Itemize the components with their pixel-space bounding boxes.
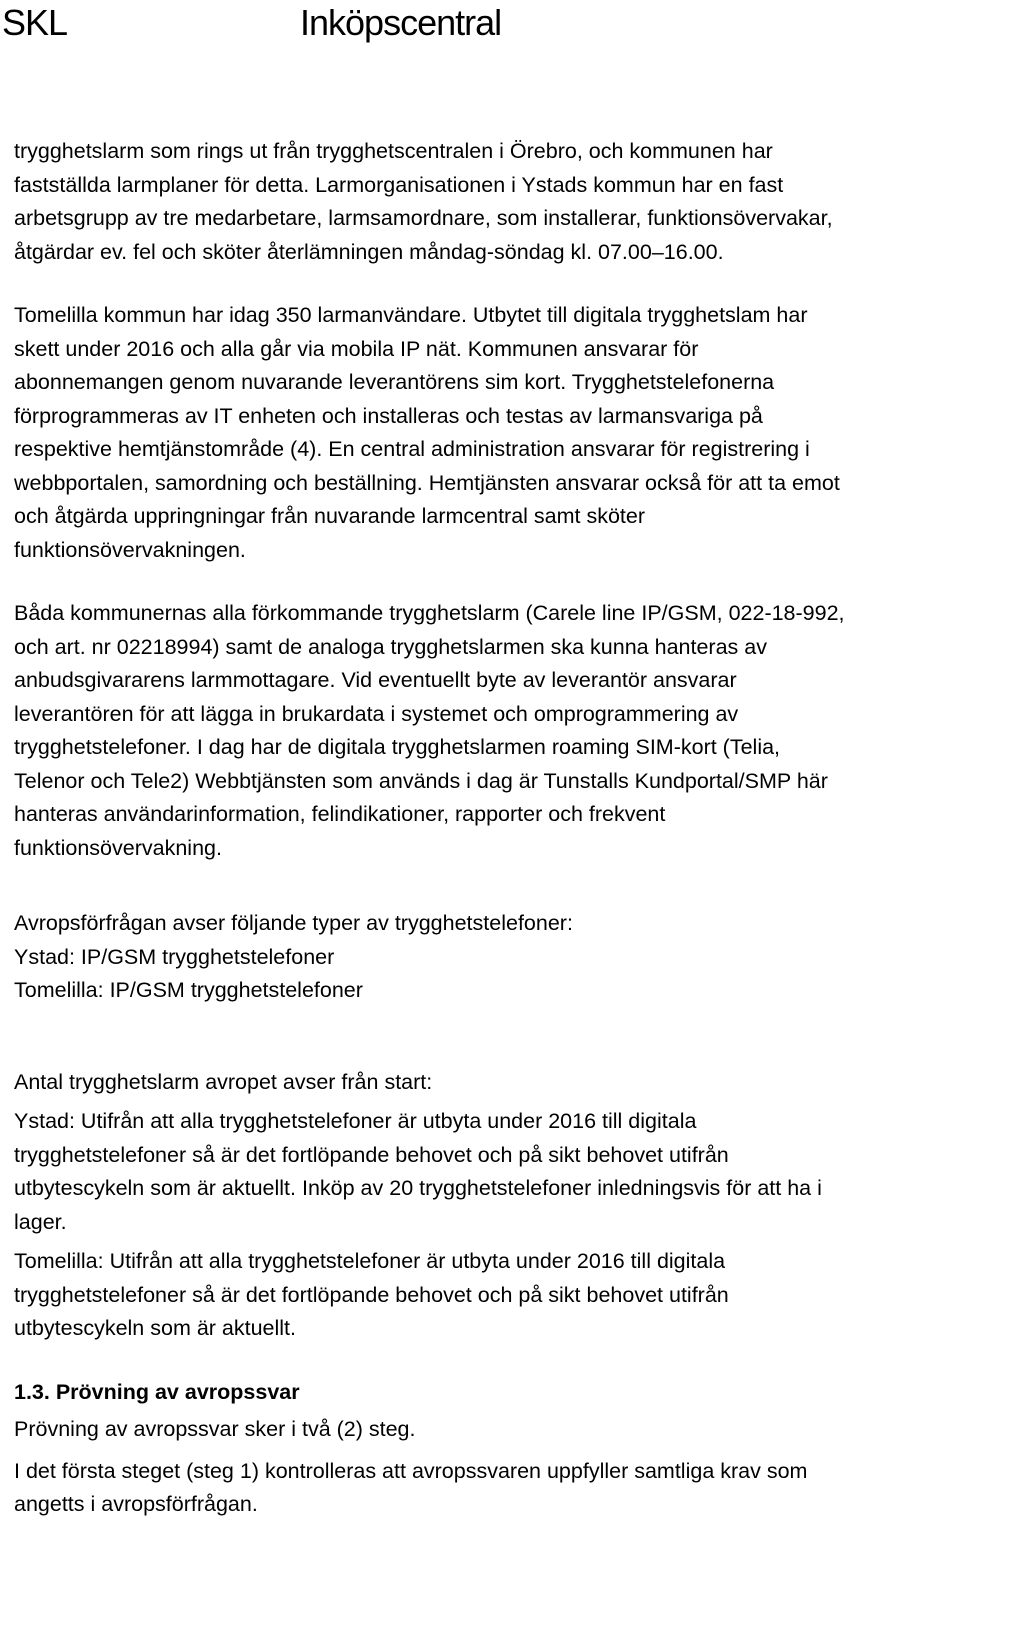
text-line: Ystad: Utifrån att alla trygghetstelefoner är utbyta under 2016 till digitala <box>14 1109 697 1133</box>
text-line: skett under 2016 och alla går via mobila IP nät. Kommunen ansvarar för <box>14 336 699 361</box>
alarm-count-ystad <box>14 1105 1019 1239</box>
paragraph-both-municipalities <box>14 597 1019 865</box>
text-line: åtgärdar ev. fel och sköter återlämningen måndag-söndag kl. 07.00–16.00. <box>14 239 724 264</box>
text-line: I det första steget (steg 1) kontrolleras att avropssvaren uppfyller samtliga krav som <box>14 1458 808 1483</box>
section-paragraph <box>14 1455 1019 1522</box>
text-line: trygghetslarm som rings ut från trygghetscentralen i Örebro, och kommunen har <box>14 139 773 163</box>
text-line: trygghetstelefoner så är det fortlöpande behovet och på sikt behovet utifrån <box>14 1142 729 1167</box>
section-heading: 1.3. Prövning av avropssvar <box>14 1379 300 1404</box>
text-line: och åtgärda uppringningar från nuvarande larmcentral samt sköter <box>14 504 646 528</box>
paragraph-ystad-organisation <box>14 135 1019 269</box>
text-line: hanteras användarinformation, felindikationer, rapporter och frekvent <box>14 802 666 826</box>
section-line: Prövning av avropssvar sker i två (2) steg. <box>14 1417 416 1441</box>
phone-types-ystad: Ystad: IP/GSM trygghetstelefoner <box>14 944 335 969</box>
text-line: respektive hemtjänstområde (4). En central administration ansvarar för registrering i <box>14 437 810 461</box>
text-line: leverantören för att lägga in brukardata i systemet och omprogrammering av <box>14 701 739 726</box>
text-line: angetts i avropsförfrågan. <box>14 1492 258 1516</box>
text-line: webbportalen, samordning och beställning. Hemtjänsten ansvarar också för att ta emot <box>14 470 840 495</box>
alarm-count-tomelilla <box>14 1245 1019 1346</box>
document-body <box>14 135 1019 1522</box>
text-line: anbudsgivararens larmmottagare. Vid eventuellt byte av leverantör ansvarar <box>14 668 737 692</box>
text-line: trygghetstelefoner så är det fortlöpande behovet och på sikt behovet utifrån <box>14 1282 729 1307</box>
text-line: trygghetstelefoner. I dag har de digitala trygghetslarmen roaming SIM-kort (Telia, <box>14 735 781 759</box>
text-line: lager. <box>14 1209 67 1234</box>
phone-types-tomelilla: Tomelilla: IP/GSM trygghetstelefoner <box>14 978 363 1002</box>
text-line: förprogrammeras av IT enheten och installeras och testas av larmansvariga på <box>14 403 763 428</box>
text-line: fastställda larmplaner för detta. Larmorganisationen i Ystads kommun har en fast <box>14 172 784 197</box>
text-line: funktionsövervakningen. <box>14 537 246 562</box>
text-line: och art. nr 02218994) samt de analoga trygghetslarmen ska kunna hanteras av <box>14 634 767 659</box>
phone-types-intro: Avropsförfrågan avser följande typer av trygghetstelefoner: <box>14 911 573 935</box>
text-line: utbytescykeln som är aktuellt. Inköp av 20 trygghetstelefoner inledningsvis för att ha i <box>14 1176 822 1200</box>
alarm-count-intro: Antal trygghetslarm avropet avser från start: <box>14 1069 433 1094</box>
text-line: Båda kommunernas alla förkommande trygghetslarm (Carele line IP/GSM, 022-18-992, <box>14 601 845 625</box>
page-header <box>0 0 1024 70</box>
text-line: arbetsgrupp av tre medarbetare, larmsamordnare, som installerar, funktionsövervakar, <box>14 206 833 230</box>
text-line: funktionsövervakning. <box>14 835 222 860</box>
text-line: Tomelilla: Utifrån att alla trygghetstelefoner är utbyta under 2016 till digitala <box>14 1249 726 1273</box>
paragraph-tomelilla <box>14 299 1019 567</box>
text-line: Telenor och Tele2) Webbtjänsten som används i dag är Tunstalls Kundportal/SMP här <box>14 768 828 793</box>
text-line: utbytescykeln som är aktuellt. <box>14 1316 297 1340</box>
org-name: SKL <box>2 2 68 43</box>
header-title: Inköpscentral <box>300 2 502 43</box>
text-line: abonnemangen genom nuvarande leverantörens sim kort. Trygghetstelefonerna <box>14 370 775 394</box>
text-line: Tomelilla kommun har idag 350 larmanvändare. Utbytet till digitala trygghetslam har <box>14 303 808 327</box>
